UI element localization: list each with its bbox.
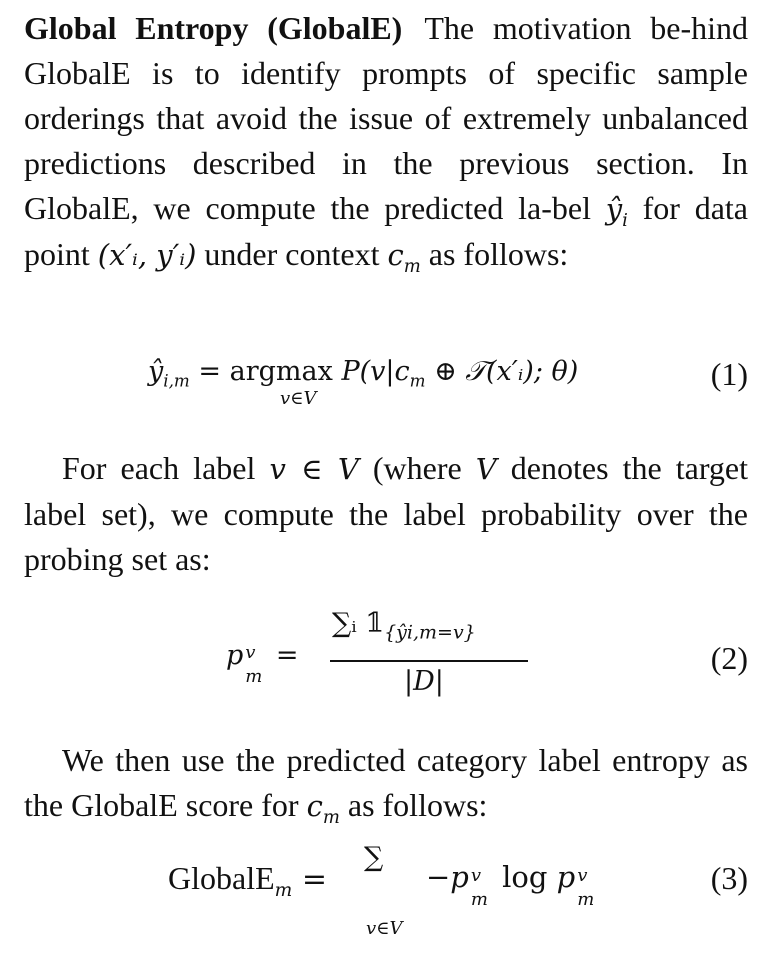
math-context: $c_m$ (387, 238, 421, 277)
fraction-denominator: |D| (404, 666, 444, 697)
equation-3 (0, 842, 772, 958)
math-V: V (475, 452, 497, 486)
equation-2 (0, 606, 772, 716)
fraction-numerator: ∑ᵢ $𝟙_{\{ŷi,m=v\}}$ (332, 608, 476, 644)
equation-1 (0, 352, 772, 412)
math-yhat: $ŷ_i$ (605, 192, 628, 231)
equation-3-lhs: GlobalE$_m$ = (168, 860, 327, 901)
math-v: v (269, 452, 286, 486)
paragraph-text: for data point (24, 190, 748, 272)
fraction-bar (330, 660, 528, 662)
math-V: V (337, 452, 359, 486)
paragraph-entropy-score: We then use the predicted category label entropy as the GlobalE score for $c_m$ as follows: (24, 742, 748, 828)
math-data-point: (x′ᵢ, y′ᵢ) (97, 238, 197, 272)
argmax-subscript: v∈V (280, 388, 317, 409)
paragraph-text: under context (196, 236, 388, 272)
equation-3-rhs: −p v m log p v m (426, 860, 595, 910)
math-context: $c_m$ (306, 789, 340, 828)
argmax-operator: argmax (229, 356, 333, 387)
equation-number: (1) (710, 356, 748, 392)
paragraph-label-probability: For each label v ∈ V (where V denotes the target label set), we compute the label probability over the probing set as: (24, 450, 749, 577)
paragraph-globale-intro (24, 6, 748, 278)
equation-1-body: $ŷ_{i,m} = argmax$ $P(v|c_m$ ⊕ 𝒯(x′ᵢ); θ) (148, 356, 579, 391)
paragraph-text: The motivation be-hind GlobalE is to identify prompts of specific sample orderings that avoid the issue of extremely unbalanced predictions described in the previous section. In GlobalE, we compute the predicted la-bel (24, 10, 748, 226)
summation-symbol: ∑ (364, 842, 384, 873)
summation-subscript: v∈V (366, 918, 403, 939)
equation-number: (2) (710, 640, 748, 676)
equation-number: (3) (710, 860, 748, 896)
equation-2-lhs: p v m = (226, 640, 299, 687)
paragraph-text: as follows: (420, 236, 569, 272)
section-heading: Global Entropy (GlobalE) (24, 10, 403, 46)
